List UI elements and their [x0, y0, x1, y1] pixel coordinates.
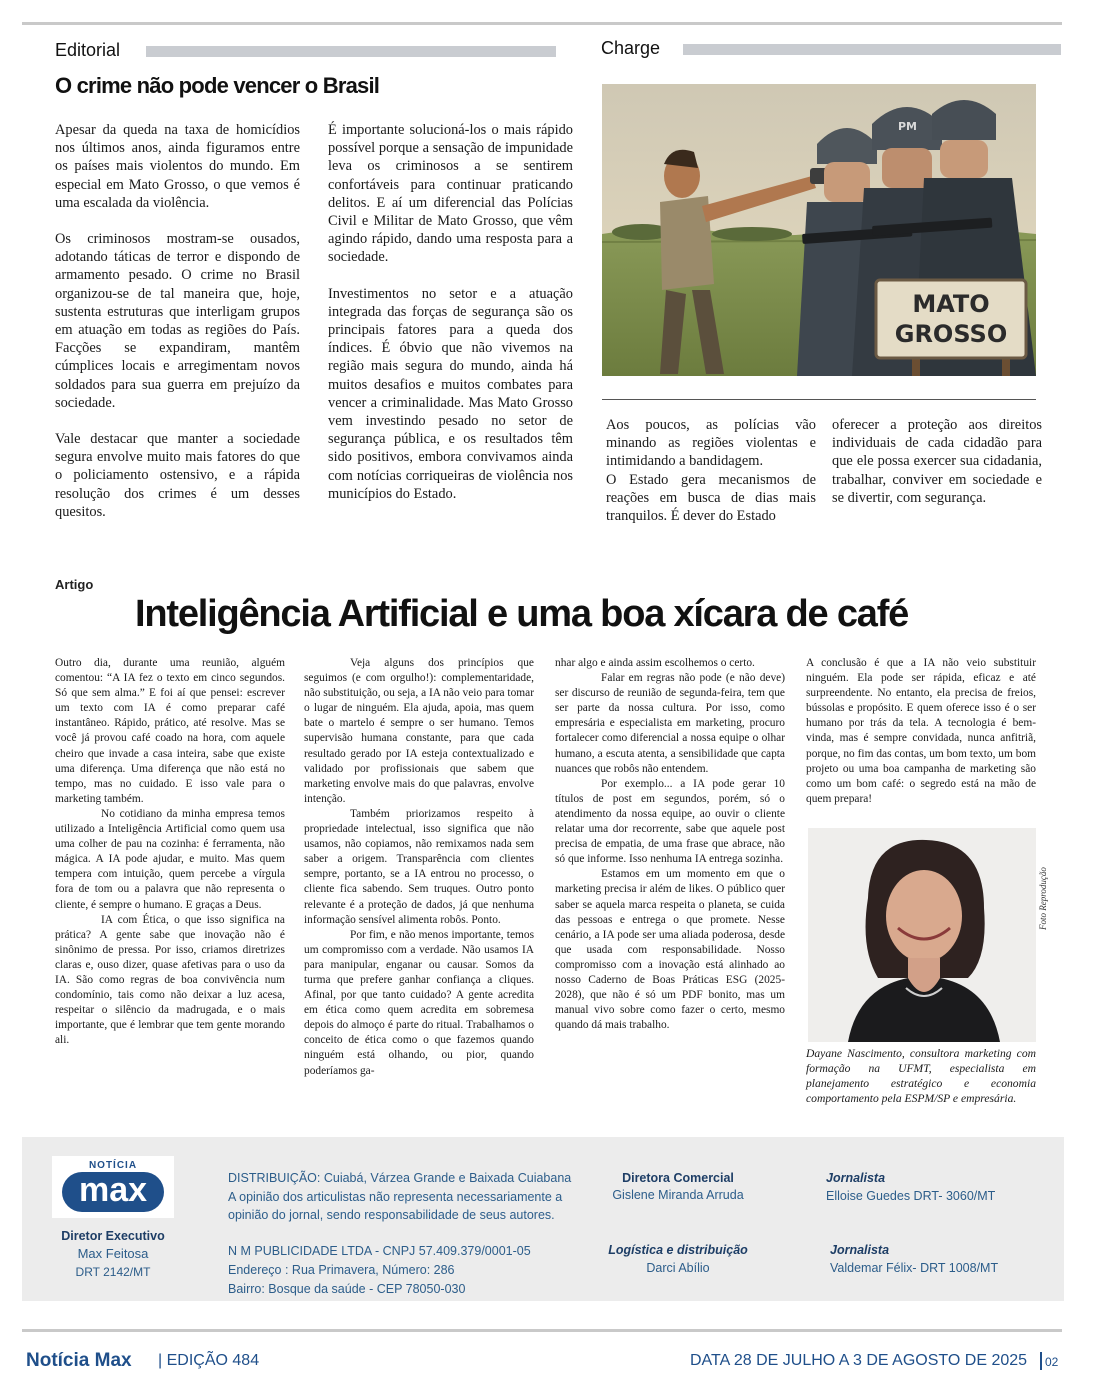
paragraph: Estamos em um momento em que o marketing precisa ir além de likes. O público quer saber se aquela marca respeita o planeta, se cuida das pessoas e entrega o que promete. Nesse cenário, a IA pode ser uma aliada poderosa, desde que usada com responsabilidade. Nosso compromisso com a inovação está alinhado ao nosso Caderno de Boas Práticas ESG (2025-2028), que não é só um PDF bonito, mas um manual vivo sobre como fazer o certo, mesmo quando dá mais trabalho. — [555, 868, 785, 1032]
page-number: 02 — [1045, 1355, 1059, 1369]
page-separator — [1040, 1352, 1042, 1370]
logo-main-text: max — [78, 1171, 148, 1209]
photo-credit: Foto Reprodução — [1038, 867, 1048, 930]
charge-cartoon — [602, 84, 1036, 376]
charge-label-bar — [683, 44, 1061, 55]
logo-top-text: NOTÍCIA — [88, 1160, 138, 1171]
charge-column-1 — [606, 416, 816, 525]
logistics-name: Darci Abílio — [646, 1261, 710, 1275]
distribution-text: DISTRIBUIÇÃO: Cuiabá, Várzea Grande e Baixada Cuiabana — [228, 1171, 572, 1185]
disclaimer-line-1: A opinião dos articulistas não representa necessariamente a — [228, 1190, 563, 1204]
paragraph: Outro dia, durante uma reunião, alguém comentou: “A IA fez o texto em cinco segundos. Só que sem alma.” E foi aí que pensei: escrever um texto com IA é como preparar café instantâneo. Rápido, prático, até resolve. Mas se você já provou café coado na hora, com aquele cheiro que invade a casa inteira, sabe que existe uma diferença. Uma diferença que não está no tempo, mas no cuidado. E isso vale para o marketing também. — [55, 657, 285, 805]
bottom-divider — [22, 1329, 1062, 1332]
paragraph: Os criminosos mostram-se ousados, adotando táticas de terror e dispondo de armamento pesado. O crime no Brasil organizou-se de tal maneira que, hoje, sustenta estruturas que interligam grupos em atuação em todas as regiões do País. Facções se expandiram, mantêm cúmplices locais e arregimentam novos soldados para sua guerra em prejuízo da sociedade. — [55, 231, 300, 411]
paragraph: Veja alguns dos princípios que seguimos (e com orgulho!): complementaridade, não substituição, ou seja, a IA não veio para tomar o lugar de ninguém. Ela ajuda, apoia, mas quem bate o martelo é sempre o ser humano. Temos supervisão humana constante, para que cada resultado gerado por IA esteja contextualizado e validado por profissionais que sabem que marketing envolve mais do que palavras, envolve intenção. — [304, 657, 534, 805]
logistics-title: Logística e distribuição — [608, 1243, 748, 1257]
paragraph: A conclusão é que a IA não veio substituir ninguém. Ela pode ser rápida, eficaz e até surpreendente. No entanto, ela precisa de freios, bússolas e propósito. E quem oferece isso é o ser humano por trás da tela. A tecnologia é bem-vinda, mas é sempre convidada, nunca anfitriã, porque, no fim das contas, um bom texto, um bom projeto ou uma boa campanha de marketing são como um bom café: o segredo está na mão de quem prepara! — [806, 657, 1036, 805]
editorial-label-bar — [146, 46, 556, 57]
paragraph: Vale destacar que manter a sociedade segura envolve muito mais fatores do que o policiamento ostensivo, e a rápida resolução dos crimes é um desses quesitos. — [55, 431, 300, 520]
brand-name: Notícia Max — [26, 1350, 132, 1371]
paragraph: Aos poucos, as polícias vão minando as regiões violentas e intimidando a bandidagem. — [606, 417, 816, 470]
journalist-2-name: Valdemar Félix- DRT 1008/MT — [830, 1261, 999, 1275]
commercial-director-title: Diretora Comercial — [622, 1171, 734, 1185]
director-name: Max Feitosa — [77, 1246, 149, 1261]
edition-number: | EDIÇÃO 484 — [158, 1352, 260, 1369]
paragraph: É importante solucioná-los o mais rápido possível porque a sensação de impunidade leva os criminosos a se sentirem confortáveis para continuar praticando delitos. E aí um diferencial das Polícias Civil e Militar de Mato Grosso, que vêm agindo rápido, dando uma resposta para a sociedade. — [328, 122, 573, 266]
paragraph: Também priorizamos respeito à propriedade intelectual, isso significa que não usamos, não copiamos, não remixamos nada sem saber a origem. Transparência com clientes sempre, portanto, se a IA entrou no processo, o cliente fica sabendo. Sem truques. Outro ponto relevante é a proteção de dados, já que nenhuma informação sensível alimenta robôs. Ponto. — [304, 807, 534, 926]
editorial-column-1 — [55, 121, 300, 521]
noticia-max-logo — [52, 1156, 174, 1218]
journalist-2-title: Jornalista — [830, 1243, 890, 1257]
artigo-column-4 — [806, 656, 1036, 807]
sign-line-1: MATO — [912, 290, 990, 318]
charge-divider — [602, 399, 1036, 400]
paragraph: Por fim, e não menos importante, temos um compromisso com a verdade. Não usamos IA para manipular, enganar ou causar. Somos da turma que prefere ganhar confiança a cliques. Afinal, por que tanto cuidado? A gente acredita em ética como quem acredita em sobremesa depois do almoço é parte do ritual. Trabalhamos o conceito de ética como o que fazemos quando ninguém está olhando, ou pior, quando poderíamos ga- — [304, 928, 534, 1077]
paragraph: nhar algo e ainda assim escolhemos o certo. — [555, 657, 755, 669]
paragraph: O Estado gera mecanismos de reações em busca de dias mais tranquilos. É dever do Estado — [606, 471, 816, 525]
company-address: Endereço : Rua Primavera, Número: 286 — [228, 1263, 455, 1277]
paragraph: Investimentos no setor e a atuação integrada das forças de segurança são os principais fatores para a queda dos índices. É óbvio que não vivemos na região mais segura do mundo, ainda há muitos desafios e muitos combates para vencer a criminalidade. Mas Mato Grosso vem investindo pesado no setor de segurança pública, e os resultados têm sido positivos, embora convivamos ainda com notícias corriqueiras de violência nos municípios do Estado. — [328, 285, 573, 502]
director-title: Diretor Executivo — [61, 1229, 165, 1243]
artigo-column-1 — [55, 656, 285, 1048]
company-info: N M PUBLICIDADE LTDA - CNPJ 57.409.379/0001-05 — [228, 1244, 531, 1258]
paragraph: No cotidiano da minha empresa temos utilizado a Inteligência Artificial como quem usa uma colher de pau na cozinha: é ferramenta, não mágica. A IA pode ajudar, e muito. Mas quem tempera com intuição, quem percebe a vírgula fora de tom ou a palavra que não representa o cliente, é sempre o humano. E graças a Deus. — [55, 807, 285, 911]
charge-section-label: Charge — [601, 38, 661, 58]
photo-caption: Dayane Nascimento, consultora marketing com formação na UFMT, especialista em planejamento estratégico e economia comportamento pela ESPM/SP e empresária. — [806, 1047, 1036, 1105]
paragraph: IA com Ética, o que isso significa na prática? A gente sabe que inovação não é sinônimo de pressa. Por isso, criamos diretrizes claras e, ouso dizer, quase afetivas para o uso da IA. São como regras de boa convivência num condomínio, tais como não deixar a luz acesa, respeitar o silêncio da madrugada, e o mais importante, que é lembrar que tem gente morando ali. — [55, 913, 285, 1047]
author-photo — [808, 828, 1036, 1042]
charge-column-2 — [832, 416, 1042, 507]
editorial-title: O crime não pode vencer o Brasil — [55, 73, 380, 98]
helmet-badge: PM — [898, 120, 918, 133]
edition-date: DATA 28 DE JULHO A 3 DE AGOSTO DE 2025 — [690, 1352, 1028, 1369]
artigo-title: Inteligência Artificial e uma boa xícara de café — [135, 593, 909, 635]
director-drt: DRT 2142/MT — [75, 1265, 151, 1279]
paragraph: oferecer a proteção aos direitos individuais de cada cidadão para que ele possa exercer sua cidadania, trabalhar, conviver em sociedade e se divertir, com segurança. — [832, 417, 1042, 506]
sign-line-2: GROSSO — [894, 320, 1008, 348]
artigo-column-2 — [304, 656, 534, 1079]
paragraph: Falar em regras não pode (e não deve) ser discurso de reunião de segunda-feira, tem que ser parte da nossa cultura. Por isso, como empresária e especialista em marketing, procuro fortalecer como diferencial a nossa equipe o olhar humano, a escuta atenta, a sensibilidade que capta nuances que robôs não entendem. — [555, 672, 785, 775]
paragraph: Por exemplo... a IA pode gerar 10 títulos de post em segundos, porém, só o atendimento da nossa equipe, ao ouvir o cliente relatar uma dor recorrente, sabe que aquele post precisa de empatia, de uma frase que abrace, não só que informe. Isso nenhuma IA entrega sozinha. — [555, 777, 785, 866]
journalist-1-title: Jornalista — [826, 1171, 886, 1185]
artigo-column-3 — [555, 656, 785, 1033]
top-divider — [22, 22, 1062, 25]
company-district: Bairro: Bosque da saúde - CEP 78050-030 — [228, 1282, 466, 1296]
disclaimer-line-2: opinião do jornal, sendo responsabilidade de seus autores. — [228, 1208, 555, 1222]
artigo-section-label: Artigo — [55, 577, 94, 592]
journalist-1-name: Elloise Guedes DRT- 3060/MT — [826, 1189, 996, 1203]
commercial-director-name: Gislene Miranda Arruda — [612, 1188, 744, 1202]
editorial-section-label: Editorial — [55, 40, 121, 60]
paragraph: Apesar da queda na taxa de homicídios nos últimos anos, ainda figuramos entre os países mais violentos do mundo. Em especial em Mato Grosso, o que vemos é uma escalada da violência. — [55, 122, 300, 211]
editorial-column-2 — [328, 121, 573, 503]
